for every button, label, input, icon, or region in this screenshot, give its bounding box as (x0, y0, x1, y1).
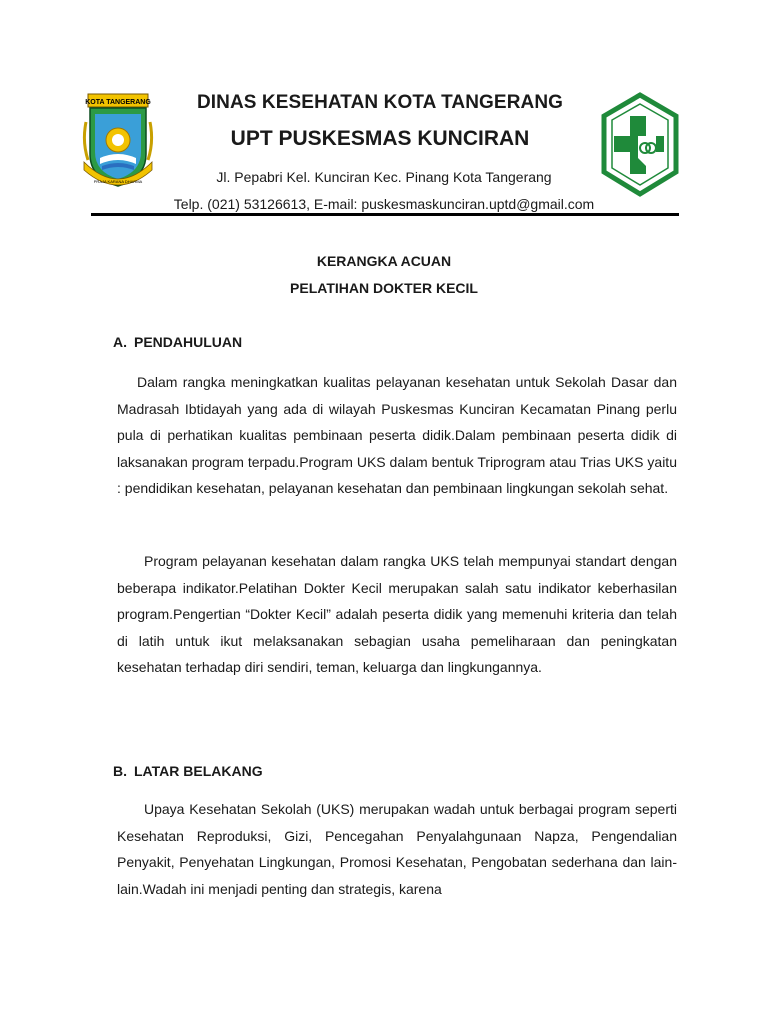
svg-text:PRAJA KARANA DHARMA: PRAJA KARANA DHARMA (93, 179, 143, 184)
puskesmas-logo-icon (600, 92, 680, 198)
document-title: KERANGKA ACUAN (316, 253, 452, 269)
paragraph: Upaya Kesehatan Sekolah (UKS) merupakan wadah untuk berbagai program seperti Kesehatan Reproduksi, Gizi, Pencegahan Penyalahgunaan Napza, Pengendalian Penyakit, Penyehatan Lingkungan, Promosi Kesehatan, Pengobatan sederhana dan lain-lain.Wadah ini menjadi penting dan strategis, karena (117, 801, 677, 897)
letterhead-divider (91, 213, 679, 216)
organization-name: DINAS KESEHATAN KOTA TANGERANG (196, 92, 564, 113)
section-letter: A. (113, 334, 127, 350)
section-title: LATAR BELAKANG (134, 763, 263, 779)
organization-contact: Telp. (021) 53126613, E-mail: puskesmaskunciran.uptd@gmail.com (173, 196, 595, 212)
organization-address: Jl. Pepabri Kel. Kunciran Kec. Pinang Kota Tangerang (216, 169, 552, 185)
svg-text:KOTA TANGERANG: KOTA TANGERANG (85, 99, 151, 106)
paragraph: Dalam rangka meningkatkan kualitas pelayanan kesehatan untuk Sekolah Dasar dan Madrasah Ibtidayah yang ada di wilayah Puskesmas Kunciran Kecamatan Pinang perlu pula di perhatikan kualitas pembinaan peserta didik.Dalam pembinaan peserta didik di laksanakan program terpadu.Program UKS dalam bentuk Triprogram atau Trias UKS yaitu : pendidikan kesehatan, pelayanan kesehatan dan pembinaan lingkungan sekolah sehat. (117, 374, 677, 496)
paragraph: Program pelayanan kesehatan dalam rangka UKS telah mempunyai standart dengan beberapa indikator.Pelatihan Dokter Kecil merupakan salah satu indikator keberhasilan program.Pengertian “Dokter Kecil” adalah peserta didik yang memenuhi kriteria dan telah di latih untuk ikut melaksanakan sebagian usaha pemeliharaan dan peningkatan kesehatan terhadap diri sendiri, teman, keluarga dan lingkungannya. (117, 553, 677, 675)
organization-unit: UPT PUSKESMAS KUNCIRAN (230, 127, 530, 150)
section-heading-latar-belakang (113, 763, 263, 779)
document-subtitle: PELATIHAN DOKTER KECIL (290, 280, 478, 296)
section-heading-pendahuluan (113, 334, 242, 350)
section-title: PENDAHULUAN (134, 334, 243, 350)
section-letter: B. (113, 763, 127, 779)
